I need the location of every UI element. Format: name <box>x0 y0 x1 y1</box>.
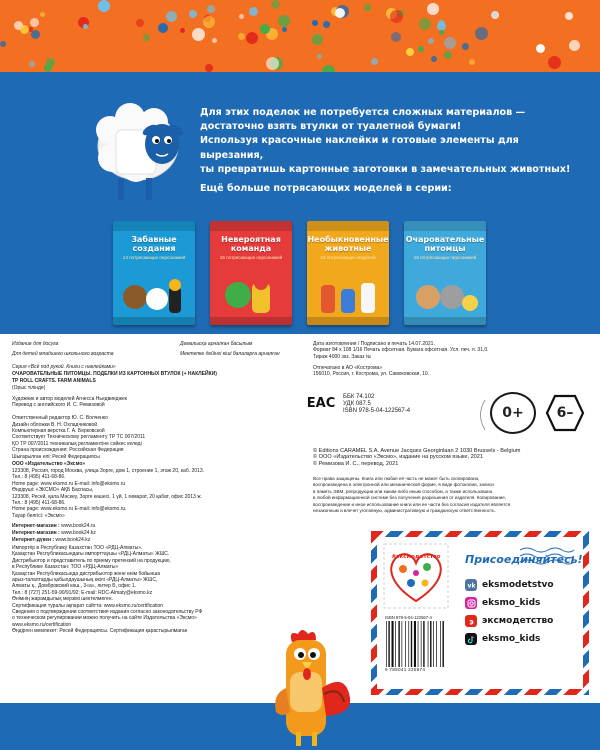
decor-dot <box>391 32 401 42</box>
sheep-craft-image <box>90 86 190 206</box>
credit-line: Ответственный редактор Ю. С. Волченко <box>12 415 108 422</box>
distributor-line: Тел.: 8 (727) 251-59-90/91/92; E-mail: RDC-Almaty@eksmo.kz <box>12 589 153 596</box>
barcode-bar <box>428 621 429 667</box>
barcode-bar <box>402 621 403 667</box>
rooster-craft-image <box>262 628 356 748</box>
barcode-bar <box>408 621 409 667</box>
book-cover-1 <box>113 221 195 325</box>
category-kz: Демалысқа арналған басылым <box>180 341 253 347</box>
decor-dot <box>406 48 414 56</box>
social-link-eksmo[interactable] <box>465 615 553 627</box>
credit-line: Шығарылған елі: Ресей Федерациясы <box>12 453 100 460</box>
join-us-heading: Присоединяйтесь! <box>465 553 583 566</box>
decor-dot <box>238 33 245 40</box>
blue-promo-panel <box>0 72 600 334</box>
distributor-line: www.eksmo.ru/certification <box>12 621 72 628</box>
publisher-line: Тел.: 8 (495) 411-68-86. <box>12 499 66 506</box>
book-title-line: Очаровательные <box>405 235 485 244</box>
decor-dot <box>317 54 322 59</box>
decor-dot <box>143 34 150 41</box>
decor-dot <box>278 15 290 27</box>
intro-line: Используя красочные наклейки и готовые элементы для вырезания, <box>200 135 519 161</box>
copyright-line: © ООО «Издательство «Эксмо», издание на русском языке, 2021 <box>313 454 484 461</box>
eac-text: EAC <box>306 396 336 411</box>
distributor-line: Импортёр в Республику Казахстан ТОО «РДЦ-Алматы». <box>12 545 143 551</box>
code-line: УДК 087.5 <box>343 401 371 408</box>
store-label: Интернет-магазин : <box>12 523 60 529</box>
book-illustration <box>218 273 284 315</box>
vk-icon <box>465 579 477 591</box>
rights-block <box>313 476 510 514</box>
online-store-1 <box>12 523 95 529</box>
barcode-bar <box>395 621 396 667</box>
barcode-bar <box>414 621 416 667</box>
print-info-line: Дата изготовления / Подписано в печать 14.07.2021. <box>313 341 435 347</box>
barcode-bars <box>385 621 447 667</box>
barcode-bar <box>386 621 387 667</box>
isbn-barcode <box>385 615 447 673</box>
publisher-line: Тел.: 8 (495) 411-68-86. <box>12 474 66 481</box>
decor-dot <box>364 4 371 11</box>
publisher-line: Home page: www.eksmo.ru E-mail: info@eksmo.ru. <box>12 506 127 513</box>
social-link-vk[interactable] <box>465 579 554 591</box>
stamp-hashtag: #эксмодетство <box>391 554 441 560</box>
barcode-bar <box>421 621 422 667</box>
rights-line: незаконным и влечет уголовную, административную и гражданскую ответственность. <box>313 507 496 513</box>
classification-codes <box>343 394 410 416</box>
store-label: Интернет-дүкен : <box>12 537 55 543</box>
store-url[interactable]: www.book24.kz <box>55 537 91 543</box>
barcode-bar <box>388 621 389 667</box>
stamp-heart-icon <box>383 543 449 609</box>
book-subtitle: 15 потрясающих персонажей <box>413 255 477 260</box>
book-title-line: Необыкновенные <box>307 235 389 244</box>
language-note: (Орыс тілінде) <box>12 385 46 391</box>
book-title-line: команда <box>230 244 272 253</box>
social-label: эксмодетство <box>482 616 554 626</box>
decor-dot <box>158 23 168 33</box>
print-info-line: Тираж 4000 экз. Заказ № <box>313 353 372 360</box>
credit-line: Дизайн обложки В. Н. Охладчиковой <box>12 421 98 428</box>
distributor-line: в Республике Казахстан: ТОО «РДЦ-Алматы» <box>12 564 119 571</box>
decor-dot <box>548 56 561 69</box>
rights-line: воспроизведена в электронной или механической форме, в виде фотокопии, записи <box>313 482 494 488</box>
rights-line: в память ЭВМ, репродукции или каким-либо иным способом, а также использована <box>313 488 493 494</box>
copyright-block <box>313 448 520 467</box>
copyright-line: © Editions CARAMEL S.A. Avenue Jacques Georginlaan 2 1030 Brussels - Belgium <box>313 448 521 454</box>
book-subtitle: 15 потрясающих моделей <box>320 255 376 260</box>
book-subtitle: 14 потрясающих персонажей <box>122 255 186 260</box>
decor-dot <box>44 64 52 72</box>
barcode-bar <box>418 621 419 667</box>
code-line: ISBN 978-5-04-122567-4 <box>343 408 411 415</box>
distributor-block <box>12 545 202 634</box>
series-title: Ещё больше потрясающих моделей в серии: <box>200 183 452 194</box>
credit-line: Компьютерная верстка Г. А. Берковской <box>12 427 105 434</box>
intro-line: Для этих поделок не потребуется сложных материалов — <box>200 107 526 118</box>
publisher-line: 123308, Россия, город Москва, улица Зорге, дом 1, строение 1, этаж 20, каб. 2013. <box>12 468 204 474</box>
barcode-bar <box>398 621 399 667</box>
eac-mark-icon <box>306 390 336 412</box>
decor-dot <box>282 27 287 32</box>
intro-text <box>200 106 585 177</box>
svg-text:vk: vk <box>467 582 475 590</box>
decor-dot <box>30 18 39 27</box>
credit-line: Соответствует Техническому регламенту ТР ТС 007/2011 <box>12 434 146 441</box>
book-title-line: Забавные <box>131 235 177 244</box>
decor-dot <box>565 12 573 20</box>
decor-dot <box>189 10 197 18</box>
book-illustration <box>315 273 381 315</box>
book-cover-4 <box>404 221 486 325</box>
age-recommend-text: 6– <box>556 405 574 421</box>
decor-dot <box>428 38 434 44</box>
barcode-bar <box>430 621 431 667</box>
decor-dot <box>249 7 258 16</box>
distributor-line: Өнімнің жарамдылық мерзімі шектелмеген. <box>12 596 113 603</box>
decor-dot <box>419 18 431 30</box>
distributor-line: арыз-талаптарды қабылдаушының өкілі «РДЦ-Алматы» ЖШС, <box>12 576 158 583</box>
book-title-line: животные <box>324 244 372 253</box>
decor-dot <box>438 20 445 27</box>
decor-dot <box>469 59 475 65</box>
top-orange-band <box>0 0 600 72</box>
book-illustration <box>412 273 478 315</box>
decor-dot <box>98 0 110 12</box>
decor-dot <box>166 11 177 22</box>
instagram-icon <box>465 597 477 609</box>
distributor-line: Сведения о подтверждении соответствия издания согласно законодательству РФ <box>12 608 203 615</box>
decor-dot <box>371 58 378 65</box>
decor-dot <box>271 0 280 9</box>
barcode-bar <box>436 621 437 667</box>
distributor-line: Сертификация туралы ақпарат сайтта: www.eksmo.ru/certification <box>12 602 164 609</box>
decor-dot <box>246 32 258 44</box>
decor-dot <box>180 28 185 33</box>
tiktok-icon <box>465 633 477 645</box>
publisher-block <box>12 468 204 519</box>
barcode-bar <box>411 621 412 667</box>
decor-dot <box>475 27 488 40</box>
publisher-line: 123308, Ресей, қала Мәскеу, Зорге көшесі, 1 үй, 1 ғимарат, 20 қабат, офис 2013 ж. <box>12 493 202 500</box>
decor-dot <box>312 20 318 26</box>
barcode-bar <box>433 621 434 667</box>
age-recommend-badge <box>541 392 589 434</box>
age-ru: Для детей младшего школьного возраста <box>12 351 114 357</box>
distributor-line: Алматы қ., Домбровский көш., 3«а», литер Б, офис 1. <box>12 583 137 590</box>
decor-dot <box>83 24 88 29</box>
online-store-3 <box>12 537 90 543</box>
decor-dot <box>31 30 40 39</box>
decor-dot <box>207 5 215 13</box>
print-info-block <box>313 341 489 360</box>
decor-dot <box>335 8 345 18</box>
publisher-name: ООО «Издательство «Эксмо» <box>12 461 86 467</box>
printed-at-line: Отпечатано в АО «Кострома» <box>313 365 383 371</box>
intro-line: ты превратишь картонные заготовки в замечательных животных! <box>200 163 571 175</box>
distributor-line: Қазақстан Республикасында дистрибьютор және өнім бойынша <box>12 570 161 577</box>
intro-line: достаточно взять втулки от туалетной бумаги! <box>200 121 462 133</box>
decor-dot <box>431 56 437 62</box>
decor-dot <box>418 46 424 52</box>
store-label: Интернет-магазин : <box>12 530 60 536</box>
barcode-bar <box>392 621 394 667</box>
decor-dot <box>239 14 244 19</box>
rights-line: в любой информационной системе без получения разрешения от издателя. Копирование, <box>313 495 507 501</box>
decor-dot <box>439 30 444 35</box>
distributor-line: Қазақстан Республикасындағы импорттаушы «РДЦ-Алматы» ЖШС. <box>12 551 170 558</box>
publisher-line: Тауар белгісі: «Эксмо» <box>12 512 65 519</box>
barcode-bar <box>440 621 441 667</box>
postmark-icon <box>520 545 574 567</box>
decor-dot <box>192 28 205 41</box>
distributor-line: Өндірген мемлекет: Ресей Федерациясы. Сертификация қарастырылмаған <box>12 628 188 635</box>
decor-dot <box>536 44 545 53</box>
book-illustration <box>121 273 187 315</box>
age-rating-badge: 0+ <box>490 392 536 434</box>
social-label: eksmo_kids <box>482 634 541 644</box>
decor-dot <box>323 21 330 28</box>
series-line: Серия «Всё под рукой. Книги с наклейками» <box>12 364 116 370</box>
decor-dot <box>205 64 213 72</box>
rights-line: Все права защищены. Книга или любая её часть не может быть скопирована, <box>313 476 480 481</box>
social-label: eksmodetstvo <box>482 580 554 590</box>
copyright-line: © Ремизова И. С., перевод, 2021 <box>313 460 399 467</box>
decor-dot <box>444 51 452 59</box>
decor-dot <box>444 37 456 49</box>
barcode-bar <box>423 621 424 667</box>
online-store-2 <box>12 530 96 536</box>
credits-block <box>12 396 145 460</box>
book-subtitle: 15 потрясающих персонажей <box>219 255 283 260</box>
decor-dot <box>491 11 499 19</box>
printed-at-line: 156010, Россия, г. Кострома, ул. Самоковская, 10. <box>313 371 430 378</box>
age-kz: Мектепке дейінгі кіші балаларға арналған <box>180 351 280 357</box>
category-ru: Издание для досуга <box>12 341 59 347</box>
credit-line: Страна происхождения: Российская Федерация <box>12 447 124 454</box>
rights-line: воспроизведение и иное использование книги или ее части без согласия издателя является <box>313 501 511 507</box>
barcode-bar <box>443 621 444 667</box>
code-line: ББК 74.102 <box>343 394 375 400</box>
distributor-line: о техническом регулировании можно получить на сайте Издательства «Эксмо» <box>12 615 197 622</box>
social-label: eksmo_kids <box>482 598 541 608</box>
book-title-line: питомцы <box>424 244 466 253</box>
decor-dot <box>212 38 217 43</box>
decor-dot <box>462 43 469 50</box>
print-info-line: Формат 84 x 108 1/16 Печать офсетная. Бумага офсетная. Усл. печ. л. 31,0. <box>313 347 489 354</box>
credit-line: Перевод с английского И. С. Ремизовой <box>12 402 105 409</box>
age-note-arc <box>474 398 488 432</box>
book-title-line: создания <box>132 244 176 253</box>
decor-dot <box>29 61 35 67</box>
decor-dot <box>203 16 215 28</box>
decor-dot <box>260 24 270 34</box>
svg-text:э: э <box>468 617 474 626</box>
decor-dot <box>40 12 45 17</box>
decor-dot <box>312 34 323 45</box>
publisher-line: Home page: www.eksmo.ru E-mail: info@eksmo.ru <box>12 480 126 487</box>
book-title-ru: ОЧАРОВАТЕЛЬНЫЕ ПИТОМЦЫ. ПОДЕЛКИ ИЗ КАРТОННЫХ ВТУЛОК (+ НАКЛЕЙКИ) <box>12 371 217 377</box>
publisher-line: Өндіруші: «ЭКСМО» АҚБ Баспасы, <box>12 487 94 494</box>
social-envelope <box>371 531 589 695</box>
decor-dot <box>427 3 439 15</box>
store-url[interactable]: www.book24.ru <box>61 523 96 529</box>
store-url[interactable]: www.book24.kz <box>61 530 96 536</box>
book-title-en: TP ROLL CRAFTS. FARM ANIMALS <box>12 378 96 384</box>
decor-dot <box>266 57 279 70</box>
book-cover-2 <box>210 221 292 325</box>
decor-dot <box>0 41 6 47</box>
book-title-line: Невероятная <box>221 235 281 244</box>
isbn-small-text: ISBN 978-5-04-122567-4 <box>385 615 432 620</box>
eksmo-icon <box>465 615 477 627</box>
decor-dot <box>390 10 403 23</box>
book-cover-3 <box>307 221 389 325</box>
credit-line: Художник и автор моделей Агнесса Ньедвиеджек <box>12 396 127 402</box>
social-link-tiktok[interactable] <box>465 633 540 645</box>
decor-dot <box>136 19 144 27</box>
decor-dot <box>569 40 580 51</box>
decor-dot <box>20 25 29 34</box>
social-link-instagram[interactable] <box>465 597 540 609</box>
printed-at-block <box>313 365 429 378</box>
barcode-number: 9 785041 225674 <box>385 667 426 672</box>
barcode-bar <box>405 621 406 667</box>
credit-line: ҚО ТР 007/2011 техникалық регламентіне сәйкес келеді <box>12 440 142 447</box>
distributor-line: Дистрибьютор и представитель по приему претензий на продукцию, <box>12 557 171 564</box>
